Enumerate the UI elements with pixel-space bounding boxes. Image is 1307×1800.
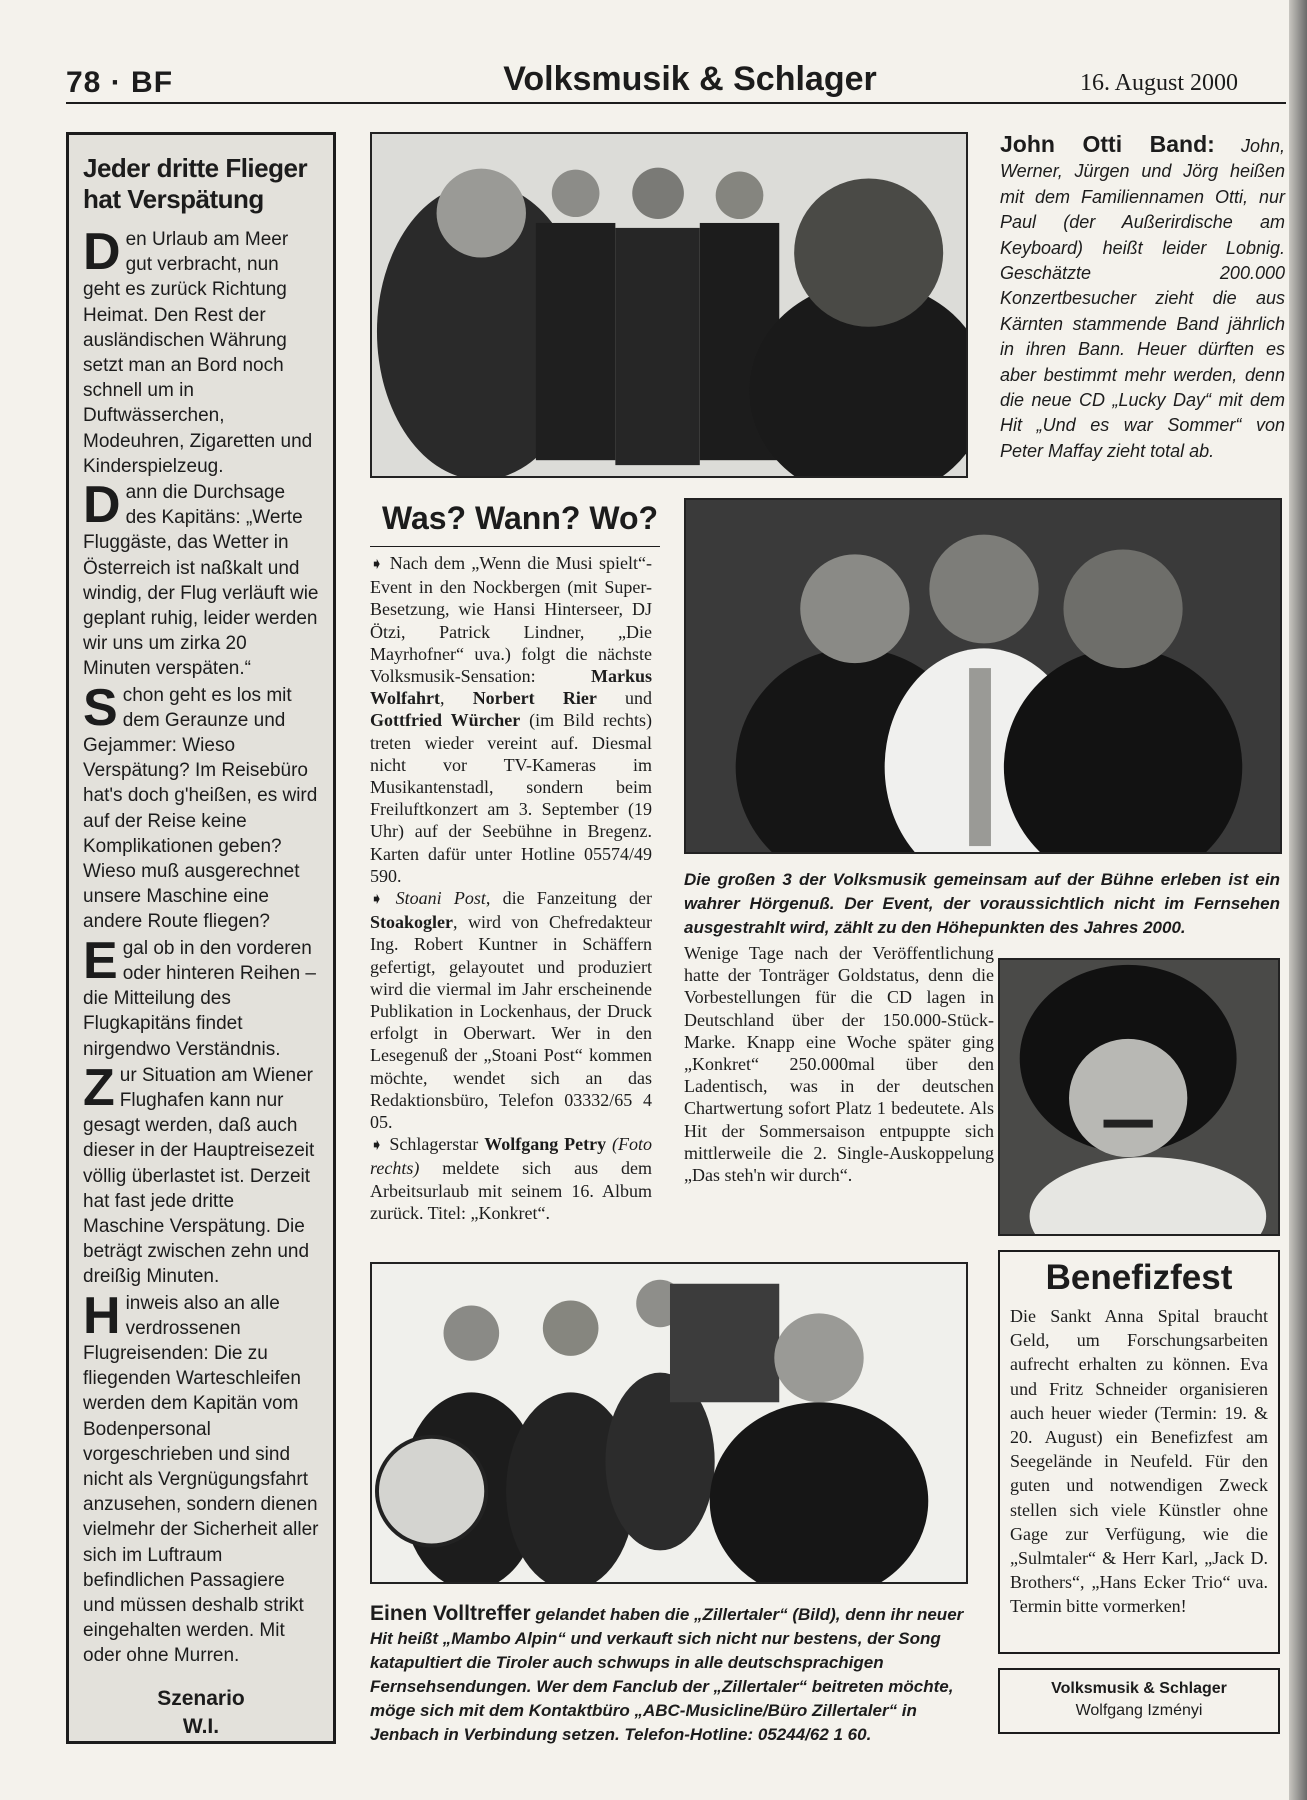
issue-date: 16. August 2000 (1080, 70, 1239, 96)
left-paragraph (83, 476, 319, 682)
paragraph-text: ann die Durchsage des Kapitäns: „Werte Fluggäste, das Wetter in Österreich ist naßkalt und windig, der Flug verläuft wie geplant ruhig, leider werden wir uns um zirka 20 Minuten verspäten.“ (83, 482, 319, 680)
left-paragraph (83, 931, 319, 1062)
john-otti-lead: John Otti Band: (1000, 131, 1215, 157)
drop-cap: H (83, 1286, 121, 1345)
byline-author: W.I. (182, 1714, 220, 1738)
events-title: Was? Wann? Wo? (381, 500, 659, 536)
left-article-body (83, 223, 319, 1669)
author-name: Wolfgang Izményi (1075, 1702, 1203, 1719)
paragraph-text: ur Situation am Wiener Flughafen kann nur gesagt werden, daß auch dieser in der Hauptreisezeit völlig überlastet ist. Derzeit hat fast jede dritte Maschine Verspätung. Die beträgt zwischen zehn und dreißig Minuten. (83, 1064, 315, 1288)
paragraph-text: en Urlaub am Meer gut verbracht, nun geht es zurück Richtung Heimat. Den Rest der ausländischen Währung setzt man an Bord noch schnell um in Duftwässerchen, Modeuhren, Zigaretten und Kinderspielzeug. (83, 229, 313, 477)
author-box-title: Volksmusik & Schlager (1051, 1680, 1227, 1697)
page-binding-shadow (1289, 0, 1307, 1800)
events-body (370, 552, 652, 1224)
photo-wolfgang-petry (998, 958, 1280, 1236)
zillertaler-caption (370, 1602, 970, 1747)
photo-grosse-drei (684, 498, 1282, 854)
left-article-byline (83, 1685, 319, 1741)
photo-john-otti-band (370, 132, 968, 478)
paragraph-text: inweis also an alle verdrossenen Flugreisenden: Die zu fliegenden Warteschleifen werden dem Kapitän vom Bodenpersonal vorgeschrieben und sind nicht als Vergnügungsfahrt anzusehen, sondern dienen vielmehr der Sicherheit aller sich im Luftraum befindlichen Passagiere und müssen deshalb strikt eingehalten werden. Mit oder ohne Murren. (83, 1292, 319, 1667)
benefizfest-box (998, 1250, 1280, 1654)
grosse-drei-caption (684, 868, 1280, 940)
paragraph-text: gal ob in den vorderen oder hinteren Reihen – die Mitteilung des Flugkapitäns findet nirgendwo Verständnis. (83, 937, 316, 1060)
grosse-drei-text: gemeinsam auf der Bühne erleben ist ein wahrer Hörgenuß. Der Event, der voraussichtlich nicht im Fernsehen ausgestrahlt wird, zählt zu den Höhepunkten des Jahres 2000. (684, 870, 1280, 937)
benefizfest-text: Die Sankt Anna Spital braucht Geld, um Forschungsarbeiten aufrecht erhalten zu können. Eva und Fritz Schneider organisieren auch heuer wieder (Termin: 19. & 20. August) ein Benefizfest am Seegelände in Neufeld. Für den guten und notwendigen Zweck stellen sich viele Künstler ohne Gage zur Verfügung, wie die „Sulmtaler“ & Herr Karl, „Jack D. Brothers“, „Hans Ecker Trio“ uva. Termin bitte vormerken! (1010, 1306, 1268, 1617)
page-number: 78 · BF (66, 66, 174, 99)
event-item: ➧ Nach dem „Wenn die Musi spielt“-Event in den Nockbergen (mit Super-Besetzung, wie Hansi Hinterseer, DJ Ötzi, Patrick Lindner, „Die Mayrhofner“ uva.) folgt die nächste Volksmusik-Sensation: Markus Wolfahrt, Norbert Rier und Gottfried Würcher (im Bild rechts) treten wieder vereint auf. Diesmal nicht vor TV-Kameras im Musikantenstadl, sondern beim Freiluftkonzert am 3. September (19 Uhr) auf der Seebühne in Bregenz. Karten dafür unter Hotline 05574/49 590. (370, 553, 653, 886)
benefizfest-title: Benefizfest (1045, 1258, 1233, 1297)
zillertaler-text: gelandet haben die „Zillertaler“ (Bild), denn ihr neuer Hit heißt „Mambo Alpin“ und verkauft sich nicht nur bestens, der Song katapultiert die Tiroler auch schwups in alle deutschsprachigen Fernsehsendungen. Wer dem Fanclub der „Zillertaler“ beitreten möchte, möge sich mit dem Kontaktbüro „ABC-Musicline/Büro Zillertaler“ in Jenbach in Verbindung setzen. Telefon-Hotline: 05244/62 1 60. (370, 1605, 964, 1744)
left-paragraph (83, 1058, 319, 1290)
left-column-article (66, 132, 336, 1744)
left-article-title: Jeder dritte Flieger hat Verspätung (83, 153, 308, 214)
drop-cap: E (83, 931, 118, 990)
byline-label: Szenario (157, 1686, 245, 1710)
event-item: ➧ Stoani Post, die Fanzeitung der Stoakogler, wird von Chefredakteur Ing. Robert Kuntner in Schäffern gefertigt, gelayoutet und produziert wird die viermal im Jahr erscheinende Publikation in Lockenhaus, der Druck erfolgt in Oberwart. Wer in den Lesegenuß der „Stoani Post“ kommen möchte, wendet sich an das Redaktionsbüro, Telefon 03332/65 4 05. (370, 888, 652, 1133)
john-otti-text: John, Werner, Jürgen und Jörg heißen mit dem Familiennamen Otti, nur Paul (der Außerirdische am Keyboard) heißt leider Lobnig. Geschätzte 200.000 Konzertbesucher zieht die aus Kärnten stammende Band jährlich in ihren Bann. Heuer dürften es aber bestimmt mehr werden, denn die neue CD „Lucky Day“ mit dem Hit „Und es war Sommer“ von Peter Maffay zieht total ab. (1000, 136, 1285, 461)
author-box (998, 1668, 1280, 1734)
left-paragraph (83, 223, 319, 479)
zillertaler-lead: Einen Volltreffer (370, 1602, 531, 1625)
left-paragraph (83, 678, 319, 935)
drop-cap: D (83, 476, 121, 535)
header-rule (66, 102, 1286, 104)
arrow-bullet-icon: ➧ (370, 891, 384, 909)
section-title: Volksmusik & Schlager (503, 60, 877, 98)
arrow-bullet-icon: ➧ (370, 1137, 384, 1155)
drop-cap: D (83, 223, 121, 281)
left-paragraph (83, 1286, 319, 1669)
arrow-bullet-icon: ➧ (370, 556, 384, 573)
paragraph-text: chon geht es los mit dem Geraunze und Gejammer: Wieso Verspätung? Im Reisebüro hat's doch g'heißen, es wird auf der Reise keine Komplikationen geben? Wieso muß ausgerechnet unsere Maschine eine andere Route fliegen? (83, 684, 318, 933)
drop-cap: S (83, 678, 118, 737)
grosse-drei-lead: Die großen 3 der Volksmusik (684, 870, 927, 889)
event-item: ➧ Schlagerstar Wolfgang Petry (Foto rechts) meldete sich aus dem Arbeitsurlaub mit seinem 16. Album zurück. Titel: „Konkret“. (370, 1134, 653, 1223)
drop-cap: Z (83, 1058, 115, 1117)
events-rule (370, 546, 660, 547)
photo-zillertaler (370, 1262, 968, 1584)
john-otti-caption (1000, 132, 1285, 464)
petry-article-text: Wenige Tage nach der Veröffentlichung hatte der Tonträger Goldstatus, denn die Vorbestellungen für die CD lagen in Deutschland über der 150.000-Stück-Marke. Knapp eine Woche später ging „Konkret“ 250.000mal über den Ladentisch, was in der deutschen Chartwertung sofort Platz 1 bedeutete. Als Hit der Sommersaison entpuppte sich mittlerweile die 2. Single-Auskoppelung „Das steh'n wir durch“. (684, 943, 994, 1186)
